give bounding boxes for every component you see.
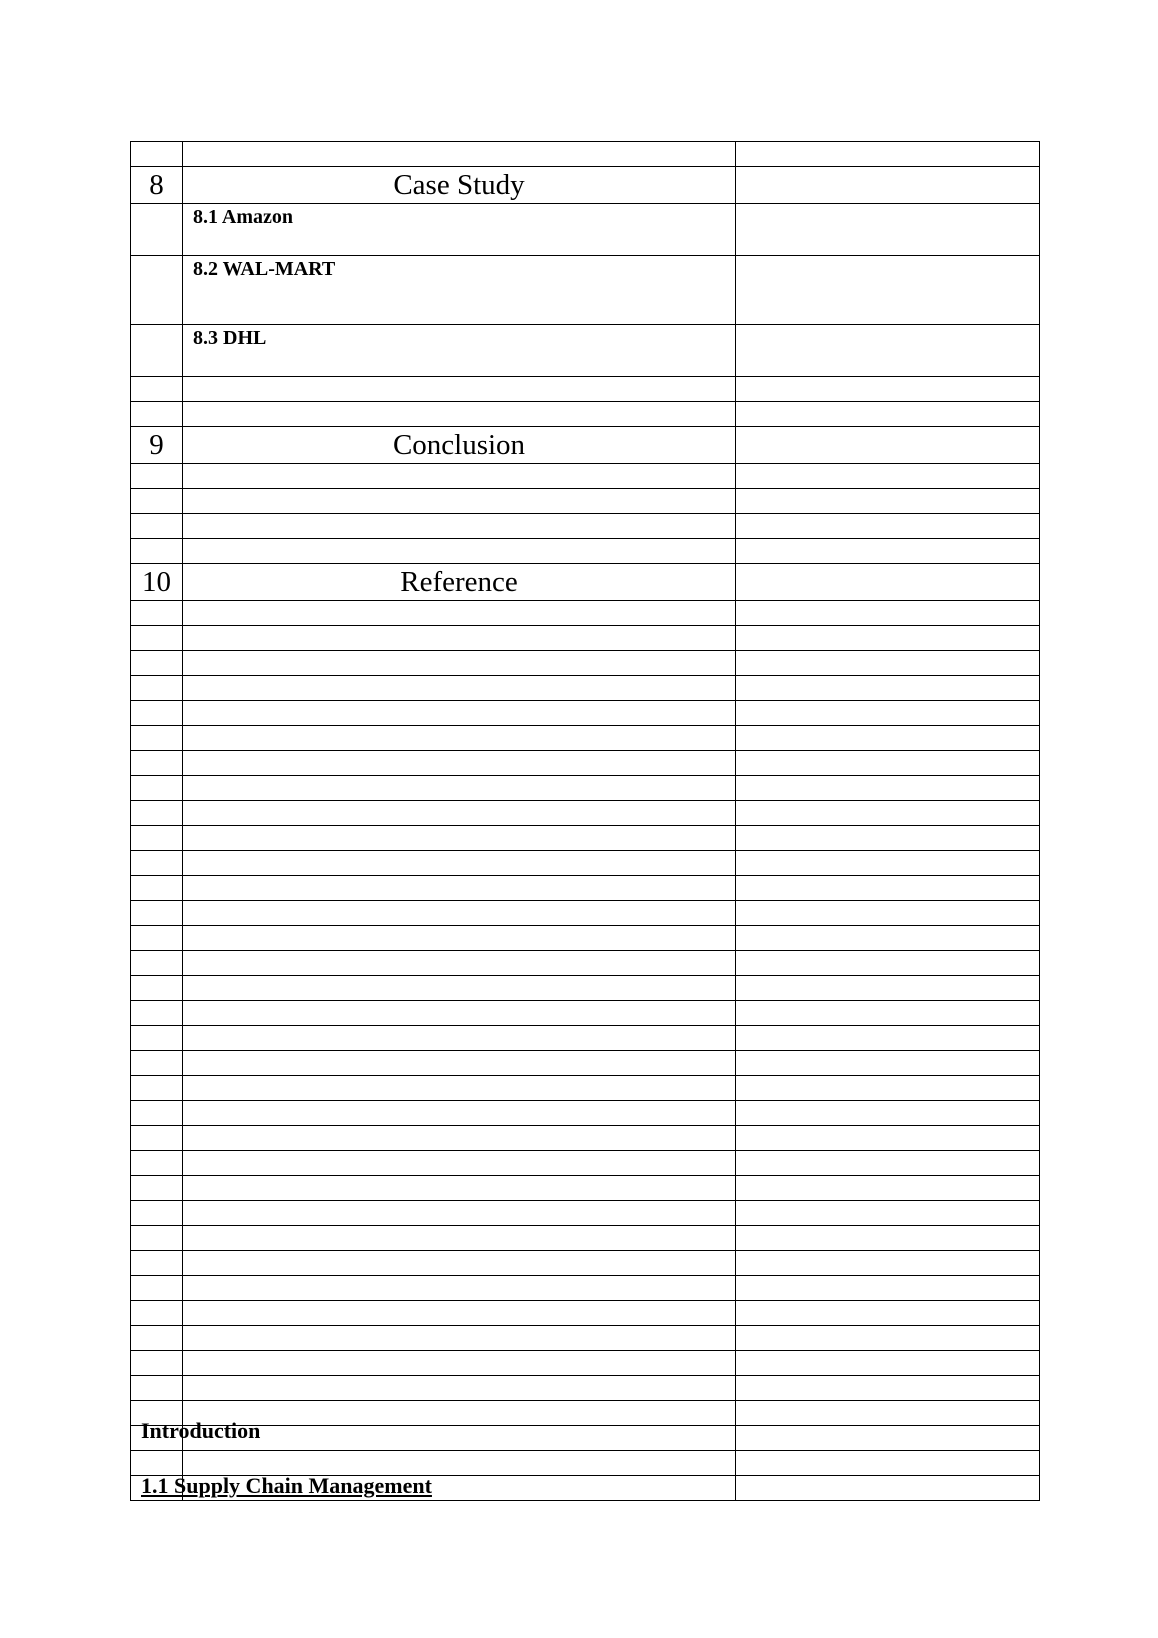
table-row [131, 402, 1040, 427]
row-page-cell [736, 626, 1040, 651]
table-row [131, 901, 1040, 926]
table-row [131, 751, 1040, 776]
row-title-cell [183, 1426, 736, 1451]
table-row [131, 1026, 1040, 1051]
row-page-cell [736, 204, 1040, 256]
table-row [131, 1351, 1040, 1376]
row-page-cell [736, 1051, 1040, 1076]
row-page-cell [736, 402, 1040, 427]
row-number-cell [131, 1226, 183, 1251]
row-page-cell [736, 601, 1040, 626]
row-number-cell [131, 1276, 183, 1301]
table-row [131, 876, 1040, 901]
row-number-cell [131, 776, 183, 801]
row-number-cell [131, 325, 183, 377]
row-title-cell [183, 1076, 736, 1101]
table-row [131, 951, 1040, 976]
row-title-cell [183, 651, 736, 676]
table-row [131, 1251, 1040, 1276]
row-title-cell [183, 901, 736, 926]
row-title-cell [183, 1151, 736, 1176]
row-number-cell [131, 377, 183, 402]
row-page-cell [736, 1301, 1040, 1326]
table-row [131, 204, 1040, 256]
row-title-cell [183, 751, 736, 776]
row-number-cell [131, 402, 183, 427]
row-page-cell [736, 1101, 1040, 1126]
row-number-cell [131, 1126, 183, 1151]
row-number-cell [131, 1101, 183, 1126]
row-title-cell [183, 601, 736, 626]
row-page-cell [736, 1026, 1040, 1051]
table-row [131, 1126, 1040, 1151]
row-title-cell [183, 801, 736, 826]
row-number-cell [131, 876, 183, 901]
row-title-cell: 8.1 Amazon [183, 204, 736, 256]
table-row [131, 1201, 1040, 1226]
row-page-cell [736, 1351, 1040, 1376]
table-row [131, 776, 1040, 801]
row-number-cell [131, 601, 183, 626]
row-title-cell: Case Study [183, 167, 736, 204]
table-row [131, 826, 1040, 851]
table-row [131, 801, 1040, 826]
row-title-cell [183, 1101, 736, 1126]
table-row [131, 377, 1040, 402]
table-row [131, 976, 1040, 1001]
row-page-cell [736, 751, 1040, 776]
table-row [131, 1176, 1040, 1201]
row-page-cell [736, 1476, 1040, 1501]
row-page-cell [736, 801, 1040, 826]
row-title-cell [183, 1176, 736, 1201]
row-number-cell [131, 951, 183, 976]
supply-chain-management-heading: 1.1 Supply Chain Management [141, 1473, 432, 1498]
table-row [131, 142, 1040, 167]
row-page-cell [736, 851, 1040, 876]
row-title-cell [183, 1051, 736, 1076]
table-row [131, 1076, 1040, 1101]
table-row [131, 1226, 1040, 1251]
row-title-cell [183, 142, 736, 167]
row-number-cell [131, 1026, 183, 1051]
row-page-cell [736, 325, 1040, 377]
row-title-cell [183, 464, 736, 489]
row-title-cell [183, 726, 736, 751]
row-page-cell [736, 701, 1040, 726]
row-number-cell [131, 1201, 183, 1226]
row-title-cell [183, 776, 736, 801]
row-number-cell: 10 [131, 564, 183, 601]
row-title-cell [183, 514, 736, 539]
row-page-cell [736, 651, 1040, 676]
table-row [131, 626, 1040, 651]
table-row [131, 1101, 1040, 1126]
table-row [131, 167, 1040, 204]
table-row [131, 427, 1040, 464]
row-title-cell [183, 1401, 736, 1426]
table-row [131, 676, 1040, 701]
row-page-cell [736, 167, 1040, 204]
row-number-cell [131, 901, 183, 926]
row-page-cell [736, 776, 1040, 801]
row-number-cell [131, 1001, 183, 1026]
row-page-cell [736, 142, 1040, 167]
row-page-cell [736, 1126, 1040, 1151]
row-page-cell [736, 1376, 1040, 1401]
row-title-cell [183, 676, 736, 701]
table-row [131, 1276, 1040, 1301]
table-row [131, 926, 1040, 951]
row-page-cell [736, 1276, 1040, 1301]
row-title-cell [183, 1351, 736, 1376]
table-row [131, 464, 1040, 489]
row-number-cell: 9 [131, 427, 183, 464]
row-page-cell [736, 676, 1040, 701]
row-title-cell [183, 976, 736, 1001]
table-row [131, 851, 1040, 876]
row-title-cell [183, 826, 736, 851]
row-page-cell [736, 564, 1040, 601]
row-number-cell [131, 204, 183, 256]
row-title-cell [183, 377, 736, 402]
row-page-cell [736, 427, 1040, 464]
row-number-cell [131, 676, 183, 701]
row-title-cell [183, 1376, 736, 1401]
row-title-cell [183, 951, 736, 976]
table-row [131, 539, 1040, 564]
table-row [131, 256, 1040, 325]
row-title-cell: Conclusion [183, 427, 736, 464]
table-row [131, 325, 1040, 377]
row-page-cell [736, 876, 1040, 901]
row-page-cell [736, 726, 1040, 751]
row-number-cell [131, 489, 183, 514]
row-page-cell [736, 489, 1040, 514]
row-number-cell [131, 1176, 183, 1201]
table-row [131, 1326, 1040, 1351]
row-page-cell [736, 1201, 1040, 1226]
row-title-cell [183, 626, 736, 651]
row-page-cell [736, 1226, 1040, 1251]
row-title-cell [183, 876, 736, 901]
row-page-cell [736, 1151, 1040, 1176]
row-number-cell [131, 926, 183, 951]
row-page-cell [736, 514, 1040, 539]
row-page-cell [736, 1076, 1040, 1101]
row-page-cell [736, 377, 1040, 402]
row-page-cell [736, 1326, 1040, 1351]
table-row [131, 489, 1040, 514]
row-page-cell [736, 951, 1040, 976]
row-number-cell: 8 [131, 167, 183, 204]
row-title-cell [183, 1201, 736, 1226]
table-row [131, 514, 1040, 539]
row-page-cell [736, 1176, 1040, 1201]
table-row [131, 1001, 1040, 1026]
row-title-cell [183, 402, 736, 427]
row-title-cell: 8.3 DHL [183, 325, 736, 377]
row-page-cell [736, 1401, 1040, 1426]
row-title-cell [183, 1251, 736, 1276]
row-number-cell [131, 464, 183, 489]
table-row [131, 1451, 1040, 1476]
row-page-cell [736, 1001, 1040, 1026]
table-row [131, 601, 1040, 626]
row-number-cell [131, 701, 183, 726]
row-page-cell [736, 256, 1040, 325]
table-row [131, 1301, 1040, 1326]
row-number-cell [131, 1076, 183, 1101]
row-page-cell [736, 926, 1040, 951]
row-number-cell [131, 539, 183, 564]
row-title-cell: Reference [183, 564, 736, 601]
row-page-cell [736, 539, 1040, 564]
row-title-cell [183, 1226, 736, 1251]
row-number-cell [131, 851, 183, 876]
row-page-cell [736, 976, 1040, 1001]
row-number-cell [131, 1251, 183, 1276]
row-number-cell [131, 826, 183, 851]
row-title-cell [183, 1276, 736, 1301]
row-number-cell [131, 1151, 183, 1176]
table-row [131, 701, 1040, 726]
row-page-cell [736, 1426, 1040, 1451]
table-row [131, 1151, 1040, 1176]
row-number-cell [131, 514, 183, 539]
row-number-cell [131, 976, 183, 1001]
row-number-cell [131, 751, 183, 776]
row-page-cell [736, 1451, 1040, 1476]
table-row [131, 564, 1040, 601]
row-title-cell [183, 1451, 736, 1476]
introduction-heading: Introduction [141, 1418, 261, 1443]
row-number-cell [131, 1326, 183, 1351]
row-number-cell [131, 1051, 183, 1076]
row-page-cell [736, 826, 1040, 851]
row-page-cell [736, 1251, 1040, 1276]
row-title-cell [183, 1026, 736, 1051]
table-row [131, 651, 1040, 676]
row-number-cell [131, 726, 183, 751]
table-row [131, 1401, 1040, 1426]
row-number-cell [131, 651, 183, 676]
table-row [131, 1426, 1040, 1451]
row-number-cell [131, 1351, 183, 1376]
row-number-cell [131, 1301, 183, 1326]
row-number-cell [131, 1376, 183, 1401]
table-row [131, 726, 1040, 751]
row-title-cell [183, 926, 736, 951]
row-number-cell [131, 142, 183, 167]
row-title-cell [183, 489, 736, 514]
table-of-contents [130, 141, 1040, 1501]
row-title-cell [183, 1126, 736, 1151]
row-number-cell [131, 801, 183, 826]
row-title-cell [183, 1326, 736, 1351]
row-number-cell [131, 1451, 183, 1476]
row-title-cell [183, 539, 736, 564]
row-title-cell: 8.2 WAL-MART [183, 256, 736, 325]
table-row [131, 1051, 1040, 1076]
row-title-cell [183, 851, 736, 876]
row-title-cell [183, 1301, 736, 1326]
table-row [131, 1376, 1040, 1401]
row-title-cell [183, 701, 736, 726]
row-page-cell [736, 464, 1040, 489]
row-number-cell [131, 256, 183, 325]
toc-body [131, 142, 1040, 1501]
row-number-cell [131, 626, 183, 651]
row-title-cell [183, 1001, 736, 1026]
row-page-cell [736, 901, 1040, 926]
